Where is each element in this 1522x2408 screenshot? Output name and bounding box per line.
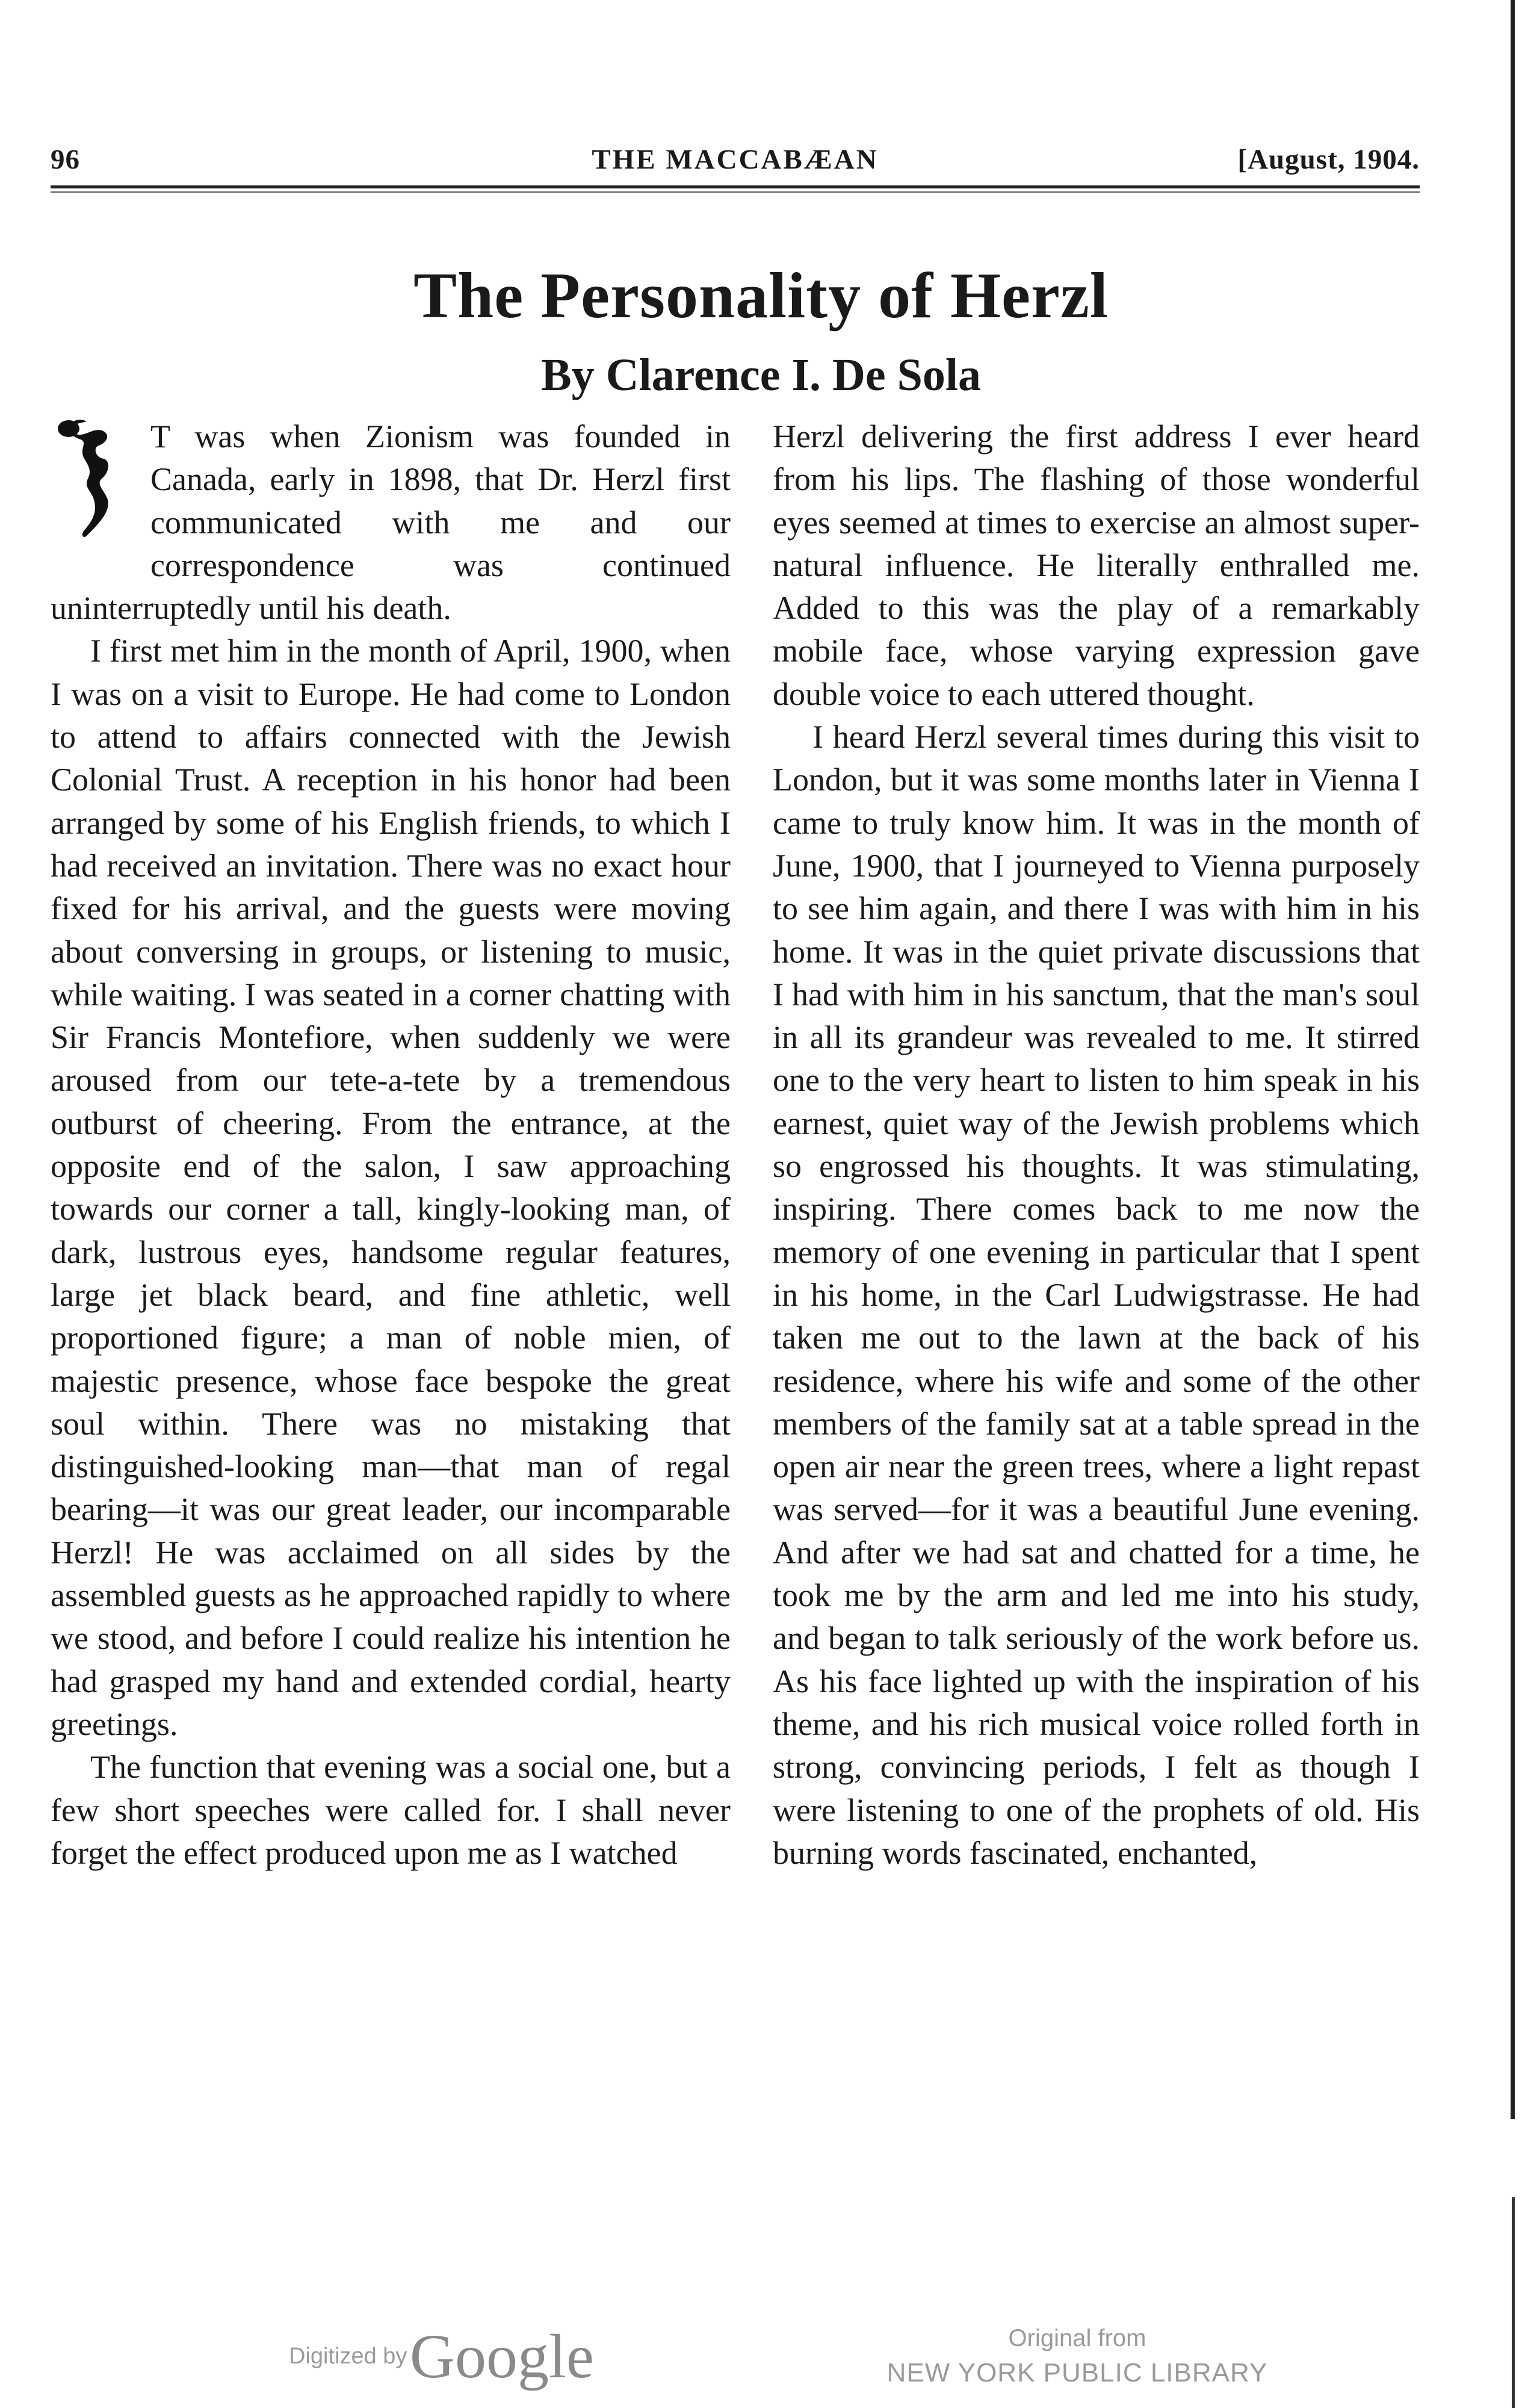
digitized-by-watermark (289, 2321, 594, 2392)
right-paragraph-2: I heard Herzl several times during this visit to London, but it was some months later in Vienna I came to truly know him. It was in the month of June, 1900, that I journeyed to Vienna purposely to see him again, and there I was with him in his home. It was in the quiet private discussions that I had with him in his sanctum, that the man's soul in all its grandeur was revealed to me. It stirred one to the very heart to listen to him speak in his earnest, quiet way of the Jewish problems which so engrossed his thoughts. It was stimulating, inspiring. There comes back to me now the memory of one evening in particular that I spent in his home, in the Carl Ludwigstrasse. He had taken me out to the lawn at the back of his residence, where his wife and some of the other members of the family sat at a table spread in the open air near the green trees, where a light repast was served—for it was a beautiful June evening. And after we had sat and chatted for a time, he took me by the arm and led me into his study, and began to talk seriously of the work before us. As his face lighted up with the inspiration of his theme, and his rich musical voice rolled forth in strong, convincing periods, I felt as though I were listening to one of the prophets of old. His burning words fascinated, enchanted, (773, 719, 1420, 1871)
drop-cap-ornament (51, 415, 147, 548)
right-column (773, 415, 1420, 1875)
header-rule (51, 185, 1420, 188)
google-logo: Google (409, 2322, 595, 2391)
magazine-title: THE MACCABÆAN (592, 144, 879, 175)
article-byline: By Clarence I. De Sola (540, 350, 982, 400)
original-from-label: Original from (1008, 2325, 1146, 2351)
issue-date: [August, 1904. (1237, 144, 1420, 175)
left-paragraph-3: The function that evening was a social one, but a few short speeches were called for. I shall never forget the effect produced upon me as I watched (51, 1749, 731, 1871)
left-paragraph-1: T was when Zionism was founded in Canada, early in 1898, that Dr. Herzl first communicated with me and our correspondence was continued uninterruptedly until his death. (51, 418, 731, 627)
right-paragraph-1: Herzl delivering the first address I ever heard from his lips. The flashing of those wonderful eyes seemed at times to exercise an almost super-natural influence. He literally enthralled me. Added to this was the play of a remarkably mobile face, whose varying expression gave double voice to each uttered thought. (773, 418, 1420, 712)
digitized-by-label: Digitized by (289, 2344, 407, 2369)
ornamental-initial-icon (51, 415, 141, 548)
library-attribution (867, 2321, 1288, 2391)
page-edge-line-lower (1512, 2197, 1515, 2408)
left-paragraph-2: I first met him in the month of April, 1900, when I was on a visit to Europe. He had come to London to attend to affairs connected with the Jewish Colonial Trust. A reception in his honor had been arranged by some of his English friends, to which I had received an invitation. There was no exact hour fixed for his arrival, and the guests were moving about conversing in groups, or listening to music, while waiting. I was seated in a corner chatting with Sir Francis Montefiore, when suddenly we were aroused from our tete-a-tete by a tremendous outburst of cheering. From the entrance, at the opposite end of the salon, I saw approaching towards our corner a tall, kingly-looking man, of dark, lustrous eyes, handsome regular features, large jet black beard, and fine athletic, well proportioned figure; a man of noble mien, of majestic presence, whose face bespoke the great soul within. There was no mistaking that distinguished-looking man—that man of regal bearing—it was our great leader, our incomparable Herzl! He was acclaimed on all sides by the assembled guests as he approached rapidly to where we stood, and before I could realize his intention he had grasped my hand and extended cordial, hearty greetings. (51, 633, 731, 1742)
page-number: 96 (51, 144, 80, 175)
left-column (51, 415, 731, 1875)
header-rule-thin (51, 191, 1420, 193)
article-title: The Personality of Herzl (413, 260, 1109, 332)
library-name: NEW YORK PUBLIC LIBRARY (886, 2358, 1268, 2388)
running-head (51, 143, 1420, 185)
